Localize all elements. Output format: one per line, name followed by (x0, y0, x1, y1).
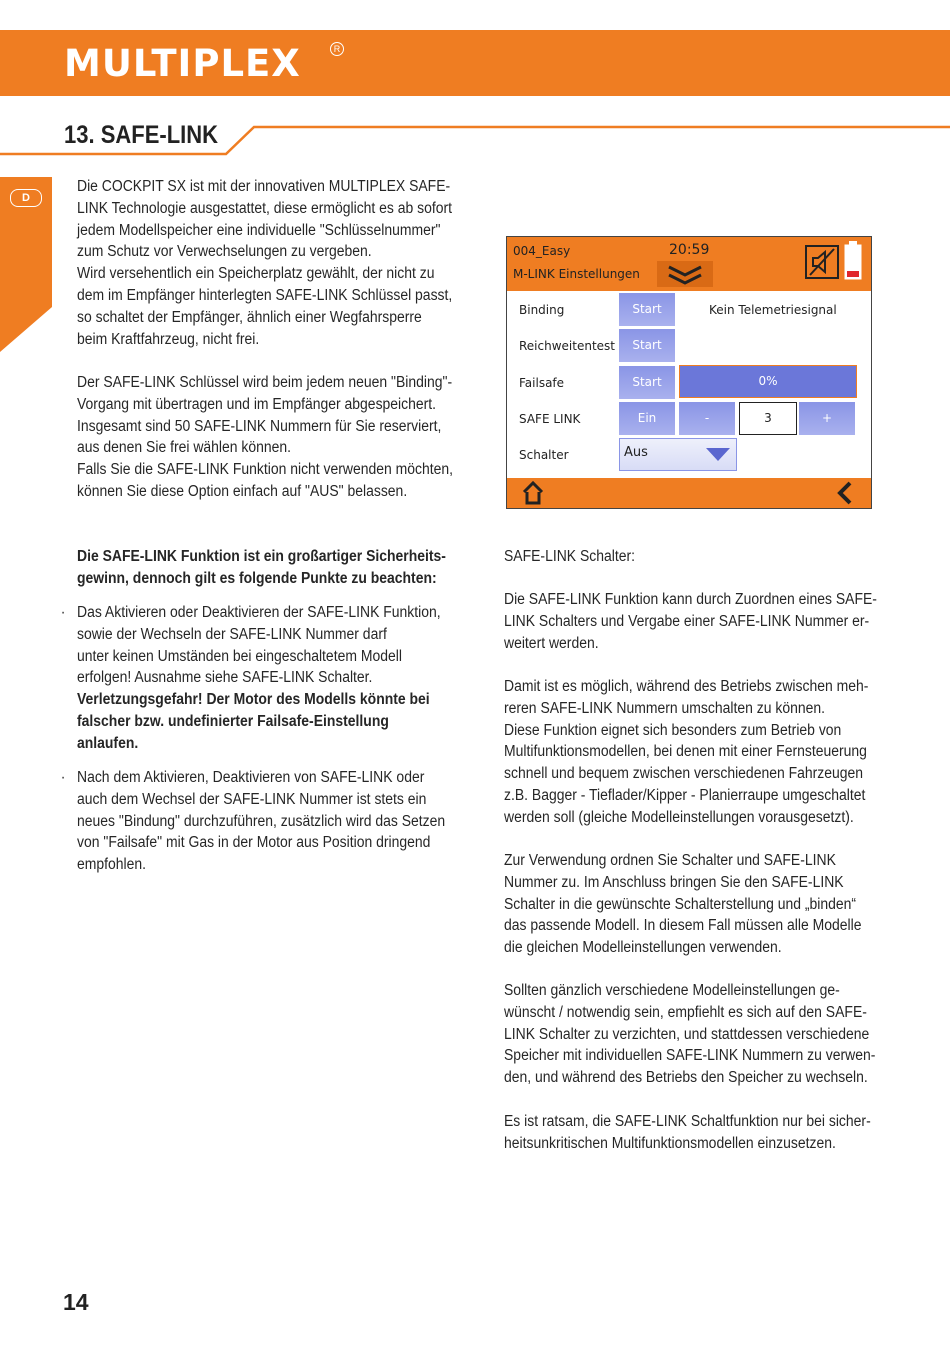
clock: 20:59 (669, 242, 710, 258)
bullet-marker: · (60, 769, 66, 786)
bullet-marker: · (60, 604, 66, 621)
multiplex-logo: MULTIPLEX (64, 42, 301, 85)
range-test-label: Reichweitentest (519, 339, 615, 353)
battery-icon (843, 241, 863, 281)
title-rule (0, 124, 950, 158)
menu-title: M-LINK Einstellungen (513, 267, 640, 281)
range-test-start-button[interactable]: Start (619, 329, 675, 362)
safety-heading: Die SAFE-LINK Funktion ist ein großartiger Sicherheits- gewinn, dennoch gilt es folgende Punkte zu beachten: (77, 548, 446, 587)
safe-link-label: SAFE LINK (519, 412, 581, 426)
failsafe-label: Failsafe (519, 376, 565, 390)
bullet-2: · Nach dem Aktivieren, Deaktivieren von SAFE-LINK oder auch dem Wechsel der SAFE-LINK Nummer ist stets ein neues "Bindung" durchzuführen, zusätzlich wird das Setzen von "Failsafe" mit Gas in der Motor aus Position dringend empfohlen. (60, 769, 446, 874)
screen-footer (507, 478, 871, 508)
page-number: 14 (63, 1289, 89, 1315)
menu-dropdown-icon[interactable] (657, 261, 713, 287)
right-paragraph-5: Es ist ratsam, die SAFE-LINK Schaltfunktion nur bei sicher- heitsunkritischen Multifunktionsmodellen einzusetzen. (504, 1113, 871, 1152)
chevron-down-icon (704, 443, 732, 465)
switch-select-value: Aus (624, 445, 648, 460)
failsafe-start-button[interactable]: Start (619, 366, 675, 399)
switch-select[interactable] (619, 438, 737, 471)
binding-label: Binding (519, 303, 565, 317)
binding-start-button[interactable]: Start (619, 293, 675, 326)
mlink-settings-screen (506, 236, 872, 509)
switch-label: Schalter (519, 448, 569, 462)
right-paragraph-4: Sollten gänzlich verschiedene Modelleinstellungen ge- wünscht / notwendig sein, empfiehlt es sich auf den SAFE- LINK Schalter zu verzichten, und stattdessen verschiedene Speicher mit individuellen SAFE-LINK Nummern zu verwen- den, und während des Betriebs den Speicher zu wechseln. (504, 982, 876, 1087)
right-paragraph-2: Damit ist es möglich, während des Betriebs zwischen meh- reren SAFE-LINK Nummern umschalten zu können. Diese Funktion eignet sich besonders zum Betrieb von Multifunktionsmodellen, bei denen mit einer Fernsteuerung schnell und bequem zwischen verschiedenen Fahrzeugen z.B. Bagger - Tieflader/Kipper - Planierraupe umgeschaltet werden soll (gleiche Modelleinstellungen vorausgesetzt). (504, 678, 869, 826)
switch-heading: SAFE-LINK Schalter: (504, 548, 636, 565)
right-paragraph-1: Die SAFE-LINK Funktion kann durch Zuordnen eines SAFE- LINK Schalters und Vergabe einer SAFE-LINK Nummer er- weitert werden. (504, 591, 877, 652)
section-title: 13. SAFE-LINK (64, 121, 219, 149)
registered-mark: R (330, 42, 344, 56)
home-icon[interactable] (521, 480, 545, 506)
model-name: 004_Easy (513, 244, 571, 258)
bullet-1: · Das Aktivieren oder Deaktivieren der SAFE-LINK Funktion, sowie der Wechseln der SAFE-LINK Nummer darf unter keinen Umständen bei eingeschaltetem Modell erfolgen! Ausnahme siehe SAFE-LINK Schalter. Verletzungsgefahr! Der Motor des Modells könnte bei falscher bzw. undefinierter Failsafe-Einstellung anlaufen. (77, 602, 464, 755)
intro-paragraph-2: Der SAFE-LINK Schlüssel wird beim jedem neuen "Binding"- Vorgang mit übertragen und im Empfänger abgespeichert. Insgesamt sind 50 SAFE-LINK Nummern für Sie reserviert, aus denen Sie frei wählen können. Falls Sie die SAFE-LINK Funktion nicht verwenden möchten, können Sie diese Option einfach auf "AUS" belassen. (77, 374, 454, 500)
safe-link-number[interactable]: 3 (739, 402, 797, 435)
failsafe-value[interactable]: 0% (679, 365, 857, 398)
mute-icon[interactable] (805, 245, 839, 279)
right-paragraph-3: Zur Verwendung ordnen Sie Schalter und SAFE-LINK Nummer zu. Im Anschluss bringen Sie den SAFE-LINK Schalter in die gewünschte Schalterstellung und „binden“ das passende Modell. In diesem Fall müssen alle Modelle die gleichen Modelleinstellungen verwenden. (504, 852, 862, 957)
intro-paragraph-1: Die COCKPIT SX ist mit der innovativen MULTIPLEX SAFE- LINK Technologie ausgestattet, diese ermöglicht es ab sofort jedem Modellspeicher eine individuelle "Schlüsselnummer" zum Schutz vor Verwechselungen zu vergeben. Wird versehentlich ein Speicherplatz gewählt, der nicht zu dem im Empfänger hinterlegten SAFE-LINK Schlüssel passt, so schaltet der Empfänger, ähnlich einer Wegfahrsperre beim Kraftfahrzeug, nicht frei. (77, 178, 453, 348)
back-arrow-icon[interactable] (833, 480, 857, 506)
telemetry-status: Kein Telemetriesignal (709, 303, 837, 317)
safe-link-decrement-button[interactable]: - (679, 402, 735, 435)
safe-link-increment-button[interactable]: + (799, 402, 855, 435)
language-badge: D (10, 189, 42, 207)
injury-warning: Verletzungsgefahr! Der Motor des Modells könnte bei falscher bzw. undefinierter Failsafe-Einstellung anlaufen. (77, 691, 430, 752)
safe-link-toggle-button[interactable]: Ein (619, 402, 675, 435)
